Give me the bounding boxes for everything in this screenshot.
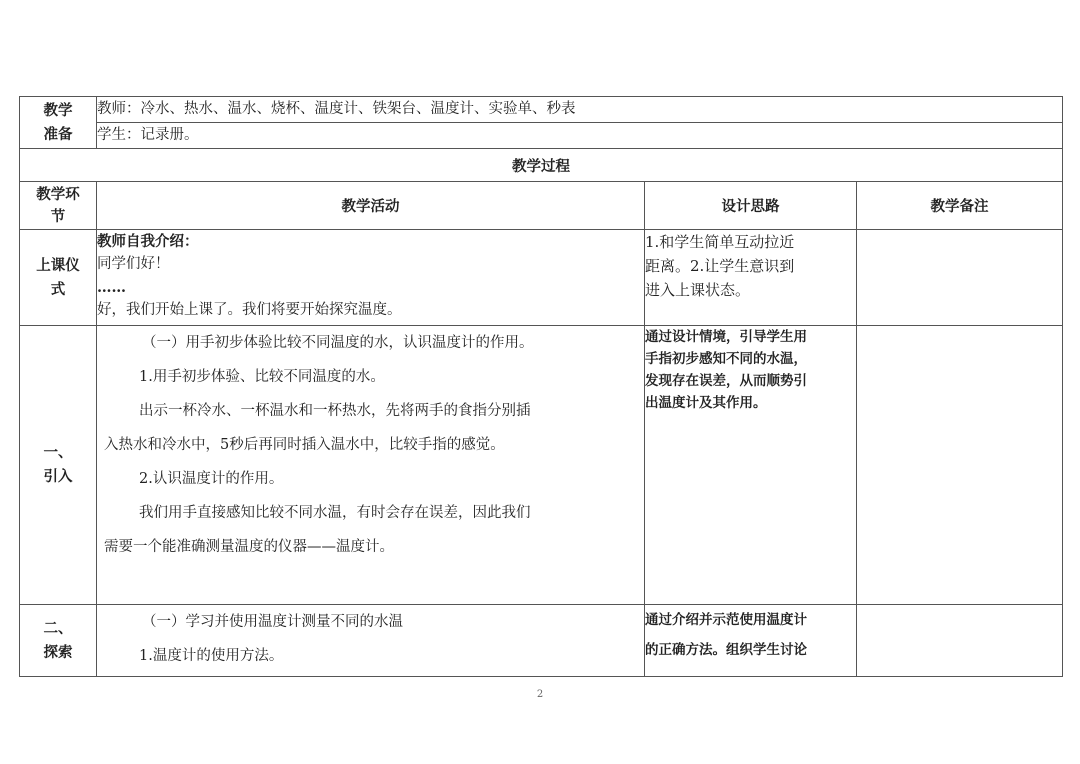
process-title: 教学过程: [20, 149, 1063, 182]
explore-design-line2: 的正确方法。组织学生讨论: [645, 642, 807, 658]
intro-design-line3: 发现存在误差，从而顺势引: [645, 373, 807, 389]
explore-notes: [857, 605, 1063, 677]
intro-design-line1: 通过设计情境，引导学生用: [645, 329, 807, 345]
prep-label-cell: [20, 97, 97, 149]
header-design: 设计思路: [645, 182, 857, 230]
ceremony-design-line1: 1.和学生简单互动拉近: [645, 233, 795, 251]
explore-stage-line1: 二、: [43, 619, 73, 637]
intro-activity-line5: 2.认识温度计的作用。: [139, 471, 284, 487]
column-header-row: [20, 182, 1063, 230]
intro-activity-line4: 入热水和冷水中，5秒后再同时插入温水中，比较手指的感觉。: [104, 437, 505, 453]
explore-row: [20, 605, 1063, 677]
ceremony-stage-line2: 式: [50, 280, 66, 298]
ceremony-activity-line1: 教师自我介绍：: [97, 233, 199, 250]
ceremony-stage: [20, 230, 97, 326]
intro-activity: [97, 326, 645, 605]
prep-label-line1: 教学: [43, 101, 73, 119]
intro-stage-line2: 引入: [43, 468, 73, 485]
ceremony-activity-line2: 同学们好！: [97, 256, 170, 272]
header-stage-line1: 教学环: [36, 185, 80, 203]
intro-design-line4: 出温度计及其作用。: [645, 395, 767, 411]
intro-activity-line3: 出示一杯冷水、一杯温水和一杯热水，先将两手的食指分别插: [139, 403, 531, 419]
intro-activity-line7: 需要一个能准确测量温度的仪器——温度计。: [104, 539, 394, 555]
page-number: 2: [536, 689, 544, 700]
ceremony-activity: [97, 230, 645, 326]
prep-student-row: [20, 123, 1063, 149]
header-stage-line2: 节: [50, 207, 66, 225]
intro-stage-line1: 一、: [43, 444, 73, 461]
prep-teacher-cell: 教师：冷水、热水、温水、烧杯、温度计、铁架台、温度计、实验单、秒表: [97, 97, 1063, 123]
explore-design-line1: 通过介绍并示范使用温度计: [645, 612, 807, 628]
explore-design: [645, 605, 857, 677]
intro-design-line2: 手指初步感知不同的水温，: [645, 351, 807, 367]
prep-label-line2: 准备: [43, 125, 73, 143]
explore-activity: [97, 605, 645, 677]
ceremony-stage-line1: 上课仪: [36, 256, 80, 274]
explore-stage-line2: 探索: [43, 643, 73, 661]
explore-activity-line2: 1.温度计的使用方法。: [139, 648, 284, 664]
ceremony-design-line2: 距离。2.让学生意识到: [645, 257, 795, 275]
ceremony-design: [645, 230, 857, 326]
header-notes: 教学备注: [857, 182, 1063, 230]
ceremony-design-line3: 进入上课状态。: [645, 281, 751, 299]
ceremony-row: [20, 230, 1063, 326]
intro-activity-line6: 我们用手直接感知比较不同水温，有时会存在误差，因此我们: [139, 505, 531, 521]
prep-student-cell: 学生：记录册。: [97, 123, 1063, 149]
ceremony-activity-line4: 好，我们开始上课了。我们将要开始探究温度。: [97, 302, 402, 318]
intro-stage: [20, 326, 97, 605]
explore-stage: [20, 605, 97, 677]
explore-activity-line1: （一）学习并使用温度计测量不同的水温: [142, 614, 403, 630]
ceremony-activity-line3: ……: [97, 279, 126, 296]
ceremony-notes: [857, 230, 1063, 326]
prep-teacher-row: [20, 97, 1063, 123]
lesson-plan-table: [19, 96, 1063, 677]
intro-notes: [857, 326, 1063, 605]
process-title-row: [20, 149, 1063, 182]
intro-activity-line1: （一）用手初步体验比较不同温度的水，认识温度计的作用。: [142, 335, 534, 351]
intro-row: [20, 326, 1063, 605]
header-stage: [20, 182, 97, 230]
header-activity: 教学活动: [97, 182, 645, 230]
intro-activity-line2: 1.用手初步体验、比较不同温度的水。: [139, 369, 385, 385]
intro-design: [645, 326, 857, 605]
